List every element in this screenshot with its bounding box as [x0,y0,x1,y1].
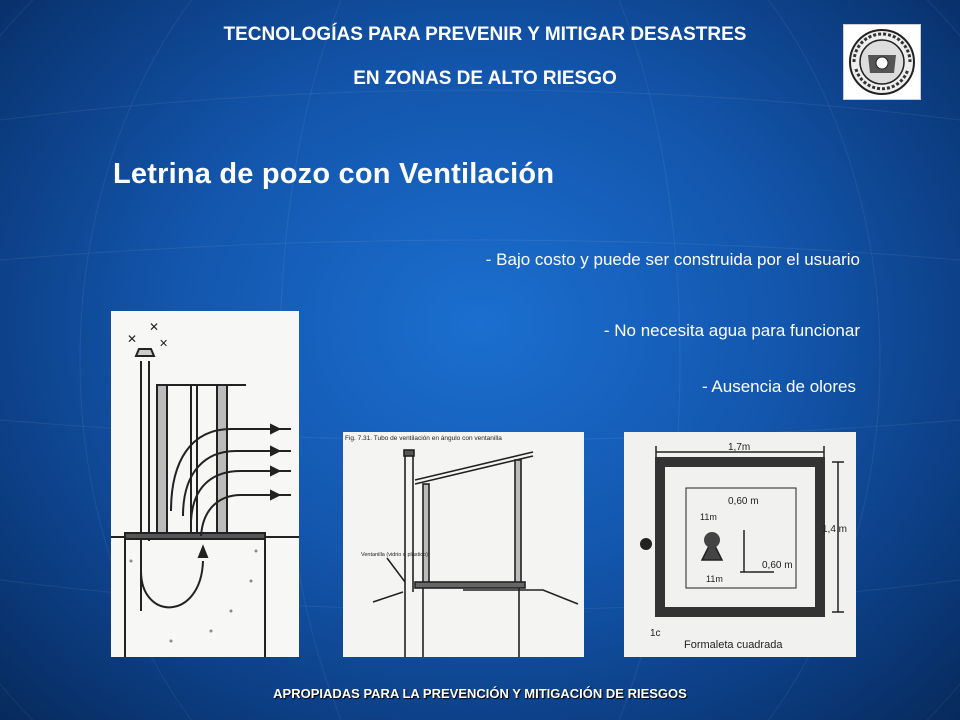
title-line-1: TECNOLOGÍAS PARA PREVENIR Y MITIGAR DESASTRES [223,24,747,45]
fig2-caption: Fig. 7.31. Tubo de ventilación en ángulo con ventanilla [345,435,502,442]
title-line-2: EN ZONAS DE ALTO RIESGO [353,68,617,89]
square-formwork-plan-image [624,432,856,657]
fig3-small-label-2: 11m [706,574,723,584]
fig3-height-label: 1,4 m [822,524,848,535]
bullet-no-water: - No necesita agua para funcionar [603,321,860,340]
university-seal-logo [843,24,921,100]
svg-text:✕: ✕ [127,332,138,346]
fig3-caption: Formaleta cuadrada [684,639,783,651]
fig2-note: Ventanilla (vidrio o plástico) [361,552,428,558]
svg-text:✕: ✕ [159,338,169,350]
footer-text: APROPIADAS PARA LA PREVENCIÓN Y MITIGACIÓN DE RIESGOS [273,686,687,701]
angled-vent-pipe-image [343,432,584,657]
fig3-corner-label: 1c [650,628,661,639]
fig3-inner-label-1: 0,60 m [728,496,759,507]
latrine-cross-section-image [111,311,299,657]
section-heading: Letrina de pozo con Ventilación [113,158,555,190]
bullet-no-odors: - Ausencia de olores [701,377,856,396]
bullet-low-cost: - Bajo costo y puede ser construida por el usuario [485,250,860,269]
svg-text:✕: ✕ [149,320,160,334]
fig3-inner-label-2: 0,60 m [762,560,793,571]
fig3-small-label-1: 11m [700,512,717,522]
fig3-width-label: 1,7m [728,442,751,453]
